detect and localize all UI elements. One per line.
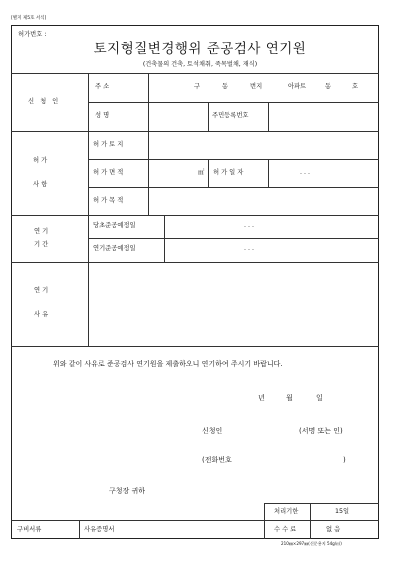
- divider: [88, 238, 379, 239]
- divider: [208, 102, 209, 131]
- resident-number-label: 주민등록번호: [212, 112, 249, 119]
- form-subtitle: (건축물의 건축, 토석채취, 죽목벌채, 재식): [142, 61, 258, 68]
- form-number-label: [별지 제5호 서식]: [11, 16, 47, 21]
- processing-period-label: 처리기한: [274, 508, 299, 515]
- permit-land-label: 허 가 토 지: [93, 141, 124, 148]
- divider: [11, 520, 379, 521]
- address-building: 동: [325, 83, 332, 90]
- fee-value: 없 음: [326, 526, 341, 533]
- required-documents-value: 사유증명서: [84, 526, 115, 533]
- divider: [208, 159, 209, 187]
- original-completion-label: 당초준공예정일: [93, 222, 136, 229]
- date-year-label: 년: [258, 394, 265, 402]
- required-documents-label: 구비서류: [17, 526, 42, 533]
- divider: [79, 520, 80, 539]
- divider: [268, 159, 269, 187]
- address-beonji: 번지: [250, 83, 263, 90]
- phone-number-label: (전화번호: [202, 456, 232, 464]
- divider: [88, 73, 89, 346]
- date-month-label: 월: [286, 394, 293, 402]
- period-section-label: 연 기: [34, 228, 49, 235]
- applicant-signature-label: 신청인: [202, 427, 223, 435]
- fee-label: 수 수 료: [274, 526, 297, 533]
- address-label: 주 소: [95, 83, 110, 90]
- divider: [88, 102, 379, 103]
- divider: [88, 159, 379, 160]
- permit-date-value: . . .: [300, 169, 311, 176]
- permit-section-label: 허 가: [33, 157, 48, 164]
- reason-section-label-2: 사 유: [34, 311, 49, 318]
- divider: [11, 262, 379, 263]
- area-unit: ㎡: [198, 169, 205, 176]
- permit-section-label-2: 사 항: [33, 181, 48, 188]
- processing-period-value: 15일: [335, 508, 350, 515]
- form-title: 토지형질변경행위 준공검사 연기원: [93, 41, 307, 57]
- divider: [268, 102, 269, 131]
- permit-date-label: 허 가 일 자: [213, 169, 244, 176]
- address-apartment: 아파트: [288, 83, 307, 90]
- paper-size-note: 210㎜×297㎜(신문용지 54g/㎡): [281, 541, 342, 546]
- sign-or-seal-label: (서명 또는 인): [299, 427, 343, 435]
- divider: [148, 131, 149, 215]
- divider: [11, 215, 379, 216]
- permit-area-label: 허 가 면 적: [93, 169, 124, 176]
- divider: [88, 187, 379, 188]
- permit-purpose-label: 허 가 목 적: [93, 197, 124, 204]
- reason-section-label: 연 기: [34, 287, 49, 294]
- new-completion-label: 연기준공예정일: [93, 245, 136, 252]
- divider: [148, 73, 149, 131]
- divider: [310, 503, 311, 539]
- permit-number-label: 허가번호 :: [18, 31, 47, 38]
- original-completion-value: . . .: [244, 222, 255, 229]
- address-gu: 구: [194, 83, 201, 90]
- date-day-label: 일: [316, 394, 323, 402]
- divider: [11, 346, 379, 347]
- divider: [164, 215, 165, 262]
- address-dong: 동: [222, 83, 229, 90]
- declaration-text: 위와 같이 사유로 준공검사 연기원을 제출하오니 연기하여 주시기 바랍니다.: [53, 360, 283, 368]
- addressee-label: 구청장 귀하: [109, 487, 146, 495]
- applicant-section-label: 신 청 인: [28, 98, 61, 105]
- new-completion-value: . . .: [244, 245, 255, 252]
- phone-number-close: ): [343, 456, 346, 464]
- address-unit: 호: [352, 83, 359, 90]
- period-section-label-2: 기 간: [34, 241, 49, 248]
- divider: [264, 503, 265, 539]
- divider: [11, 73, 379, 74]
- divider: [11, 131, 379, 132]
- name-label: 성 명: [95, 112, 110, 119]
- divider: [264, 503, 379, 504]
